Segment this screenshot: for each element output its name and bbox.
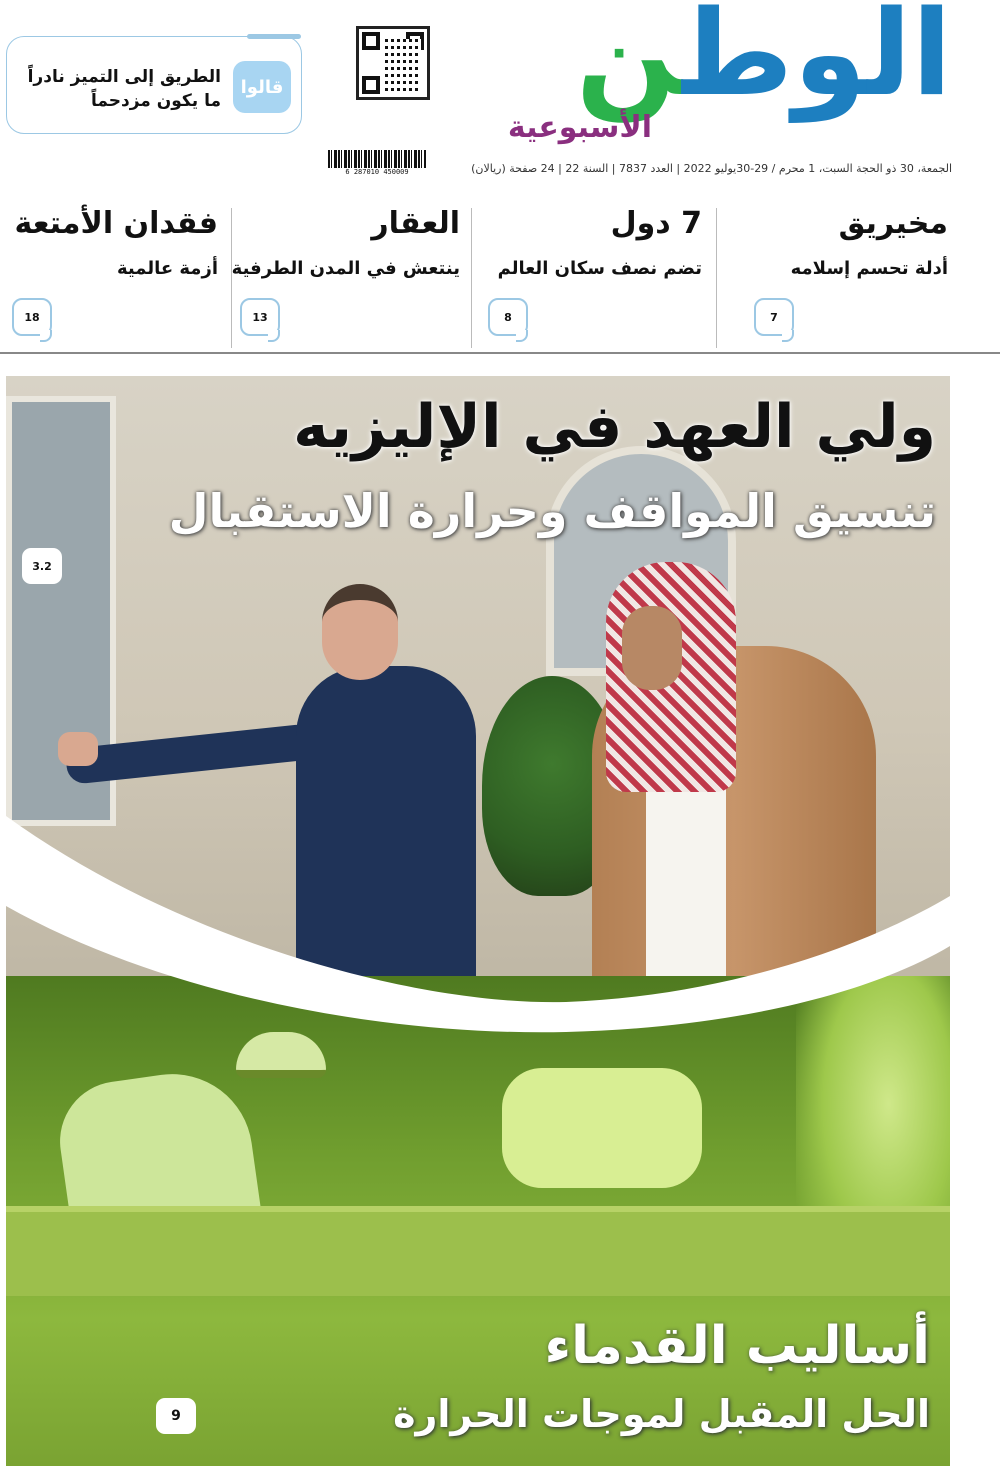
- teaser-divider: [231, 208, 232, 348]
- teaser-item[interactable]: [6, 200, 218, 350]
- teaser-item[interactable]: [482, 200, 702, 350]
- teaser-title: مخيريق: [838, 206, 948, 241]
- teaser-page-badge: 8: [488, 298, 528, 336]
- second-headline[interactable]: أساليب القدماء: [544, 1316, 930, 1376]
- main-subheadline: تنسيق المواقف وحرارة الاستقبال: [168, 484, 936, 538]
- teaser-title: العقار: [371, 206, 460, 241]
- newspaper-logo[interactable]: [482, 0, 952, 160]
- fountain-basin: [6, 1206, 950, 1296]
- second-subheadline: الحل المقبل لموجات الحرارة: [393, 1392, 930, 1436]
- qr-code-icon[interactable]: [356, 26, 430, 100]
- teaser-page-badge: 13: [240, 298, 280, 336]
- quote-text: [28, 65, 221, 113]
- quote-badge: قالوا: [233, 61, 291, 113]
- teaser-title: 7 دول: [610, 206, 702, 241]
- quote-line-1: الطريق إلى التميز نادراً: [27, 67, 221, 87]
- masthead: [0, 0, 1000, 190]
- teaser-divider: [471, 208, 472, 348]
- teaser-page-badge: 7: [754, 298, 794, 336]
- quote-box-accent: [247, 34, 301, 39]
- teaser-subtitle: أدلة تحسم إسلامه: [790, 258, 948, 279]
- logo-wordmark-part-b: ن: [575, 0, 683, 122]
- quote-line-2: ما يكون مزدحماً: [90, 91, 221, 111]
- white-swoosh-divider: [6, 796, 950, 1056]
- cover-photo-area[interactable]: [6, 376, 950, 1466]
- logo-wordmark-part-a: الوط: [682, 0, 952, 122]
- teaser-subtitle: تضم نصف سكان العالم: [497, 258, 702, 279]
- teaser-subtitle: ينتعش في المدن الطرفية: [231, 258, 460, 279]
- second-page-badge: 9: [156, 1398, 196, 1434]
- teaser-strip: [0, 200, 1000, 354]
- barcode-number: 6 287010 450009: [328, 168, 426, 176]
- quote-box[interactable]: [6, 36, 302, 134]
- logo-wordmark: [575, 0, 952, 122]
- figure-hand: [58, 732, 98, 766]
- figure-right-face: [622, 606, 682, 690]
- teaser-divider: [716, 208, 717, 348]
- logo-subtitle: الأسبوعية: [507, 110, 652, 145]
- issue-meta-line: الجمعة، 30 ذو الحجة السبت، 1 محرم / 29-30يوليو 2022 | العدد 7837 | السنة 22 | 24 صفحة (ريالان): [471, 162, 952, 175]
- teaser-page-badge: 18: [12, 298, 52, 336]
- figure-washing: [502, 1068, 702, 1188]
- figure-left-head: [322, 584, 398, 680]
- main-headline[interactable]: ولي العهد في الإليزيه: [293, 392, 936, 462]
- teaser-title: فقدان الأمتعة: [14, 206, 218, 241]
- teaser-item[interactable]: [231, 200, 460, 350]
- teaser-subtitle: أزمة عالمية: [116, 258, 218, 279]
- main-page-badge: 3.2: [22, 548, 62, 584]
- teaser-item[interactable]: [748, 200, 948, 350]
